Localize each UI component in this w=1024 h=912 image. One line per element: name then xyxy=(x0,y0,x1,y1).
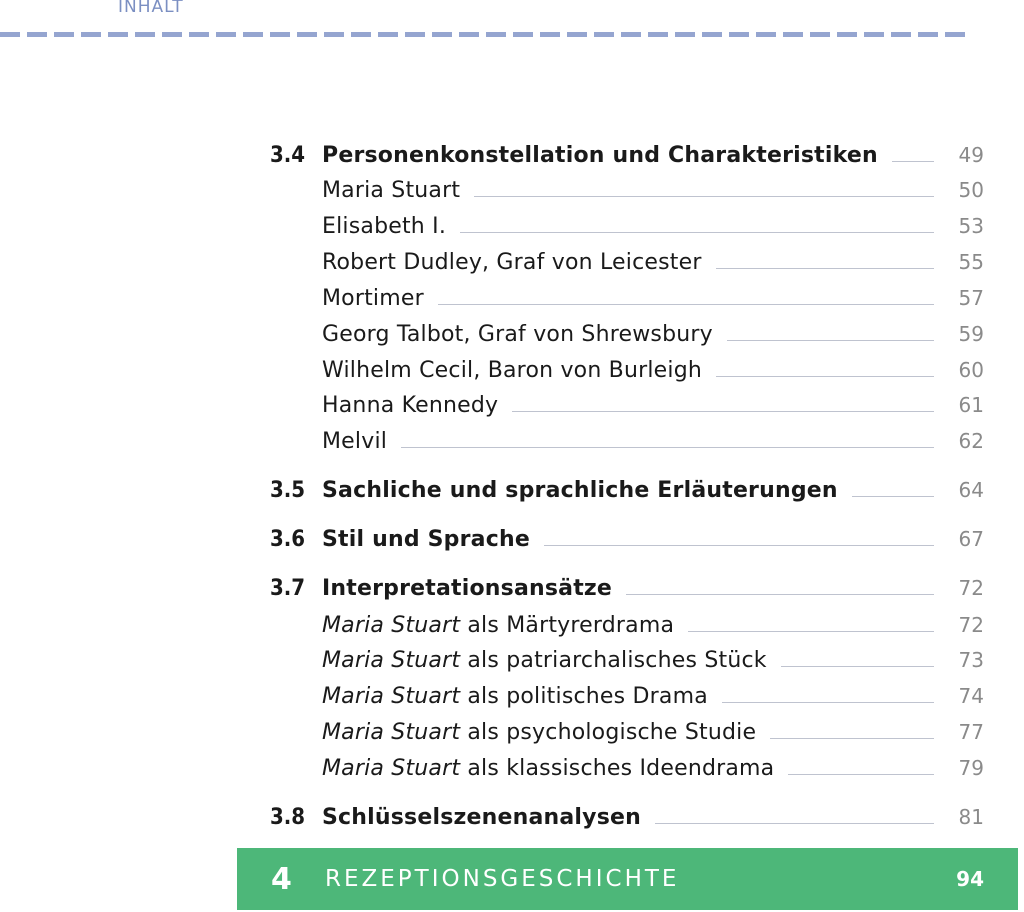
toc-entry-3-7[interactable] xyxy=(270,570,984,606)
dot-leader xyxy=(892,161,934,162)
subsection-title: Maria Stuart xyxy=(322,177,461,203)
toc-entry-3-4[interactable] xyxy=(270,137,984,173)
dot-leader xyxy=(544,545,934,546)
subsection-title: Maria Stuart als Märtyrerdrama xyxy=(322,612,675,638)
toc-entry-3-8[interactable] xyxy=(270,799,984,835)
page-number: 61 xyxy=(958,393,984,417)
section-number: 3.6 xyxy=(270,526,306,552)
toc-entry-kennedy[interactable] xyxy=(270,387,984,423)
page-number: 53 xyxy=(958,214,984,238)
dot-leader xyxy=(781,666,934,667)
dot-leader xyxy=(716,268,934,269)
chapter-page-number: 94 xyxy=(956,867,984,891)
page-number: 49 xyxy=(958,143,984,167)
toc-entry-3-5[interactable] xyxy=(270,472,984,508)
toc-entry-3-6[interactable] xyxy=(270,521,984,557)
toc-entry-maertyrerdrama[interactable] xyxy=(270,607,984,643)
dot-leader xyxy=(852,496,934,497)
section-title: Personenkonstellation und Charakteristiken xyxy=(322,142,878,168)
dot-leader xyxy=(438,304,934,305)
subsection-title: Melvil xyxy=(322,428,388,454)
section-number: 3.5 xyxy=(270,477,306,503)
dot-leader xyxy=(770,738,934,739)
section-number: 3.7 xyxy=(270,575,306,601)
page-number: 73 xyxy=(958,648,984,672)
toc-entry-talbot[interactable] xyxy=(270,316,984,352)
dot-leader xyxy=(460,232,934,233)
chapter-title: REZEPTIONSGESCHICHTE xyxy=(325,866,680,892)
section-title: Interpretationsansätze xyxy=(322,575,613,601)
dot-leader xyxy=(727,340,934,341)
toc-entry-mortimer[interactable] xyxy=(270,280,984,316)
page-number: 79 xyxy=(958,756,984,780)
subsection-title: Robert Dudley, Graf von Leicester xyxy=(322,249,702,275)
dot-leader xyxy=(655,823,934,824)
page-number: 77 xyxy=(958,720,984,744)
page-number: 59 xyxy=(958,322,984,346)
toc-entry-patriarchalisch[interactable] xyxy=(270,642,984,678)
section-title: Stil und Sprache xyxy=(322,526,530,552)
page-number: 72 xyxy=(958,613,984,637)
dot-leader xyxy=(512,411,934,412)
dot-leader xyxy=(788,774,934,775)
subsection-title: Maria Stuart als politisches Drama xyxy=(322,683,708,709)
page-number: 72 xyxy=(958,576,984,600)
subsection-title: Maria Stuart als patriarchalisches Stück xyxy=(322,647,767,673)
subsection-title: Elisabeth I. xyxy=(322,213,447,239)
toc-entry-ideendrama[interactable] xyxy=(270,750,984,786)
section-title: Schlüsselszenenanalysen xyxy=(322,804,641,830)
page-number: 60 xyxy=(958,358,984,382)
subsection-title: Maria Stuart als klassisches Ideendrama xyxy=(322,755,775,781)
dot-leader xyxy=(401,447,934,448)
page-number: 57 xyxy=(958,286,984,310)
section-title: Sachliche und sprachliche Erläuterungen xyxy=(322,477,838,503)
page-number: 50 xyxy=(958,178,984,202)
subsection-title: Mortimer xyxy=(322,285,424,311)
toc-entry-maria-stuart[interactable] xyxy=(270,172,984,208)
page-number: 55 xyxy=(958,250,984,274)
toc-entry-melvil[interactable] xyxy=(270,423,984,459)
section-number: 3.8 xyxy=(270,804,306,830)
running-head: INHALT xyxy=(118,0,184,17)
dot-leader xyxy=(474,196,934,197)
dot-leader xyxy=(688,631,934,632)
page-number: 74 xyxy=(958,684,984,708)
subsection-title: Maria Stuart als psychologische Studie xyxy=(322,719,757,745)
subsection-title: Hanna Kennedy xyxy=(322,392,499,418)
toc-entry-politisch[interactable] xyxy=(270,678,984,714)
section-number: 3.4 xyxy=(270,142,306,168)
page-number: 81 xyxy=(958,805,984,829)
page-number: 62 xyxy=(958,429,984,453)
subsection-title: Georg Talbot, Graf von Shrewsbury xyxy=(322,321,713,347)
chapter-number: 4 xyxy=(271,861,292,897)
toc-entry-elisabeth[interactable] xyxy=(270,208,984,244)
page-number: 67 xyxy=(958,527,984,551)
toc-entry-cecil[interactable] xyxy=(270,352,984,388)
dot-leader xyxy=(626,594,934,595)
toc-entry-psychologisch[interactable] xyxy=(270,714,984,750)
dot-leader xyxy=(722,702,934,703)
page-number: 64 xyxy=(958,478,984,502)
subsection-title: Wilhelm Cecil, Baron von Burleigh xyxy=(322,357,703,383)
chapter-4-banner[interactable] xyxy=(237,848,1018,910)
toc-entry-dudley[interactable] xyxy=(270,244,984,280)
dot-leader xyxy=(716,376,934,377)
